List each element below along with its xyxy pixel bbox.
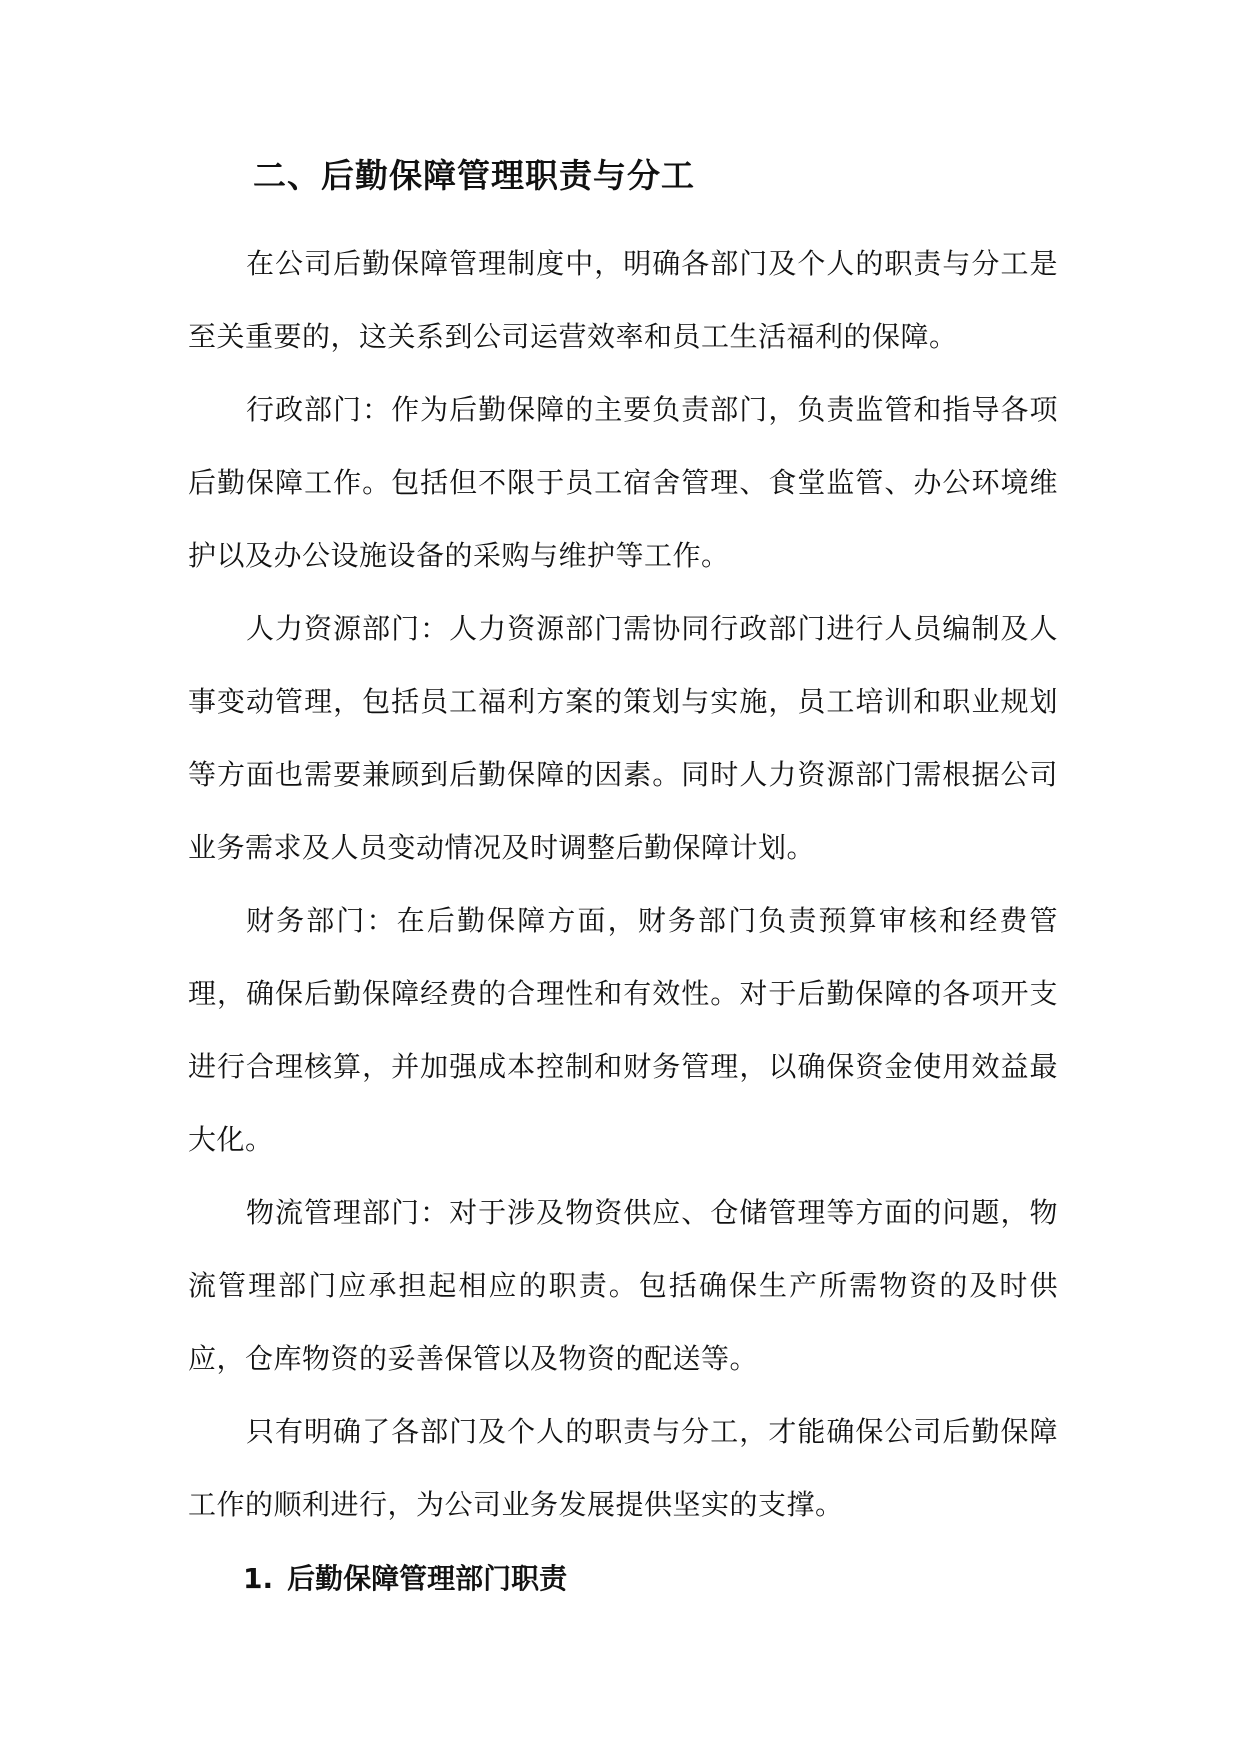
paragraph-intro: 在公司后勤保障管理制度中，明确各部门及个人的职责与分工是至关重要的，这关系到公司运营效率和员工生活福利的保障。 [188,247,1058,353]
subsection-title: 后勤保障管理部门职责 [287,1562,568,1595]
subsection-number: 1. [243,1562,274,1595]
subsection-heading [243,1557,567,1597]
paragraph-hr-dept: 人力资源部门：人力资源部门需协同行政部门进行人员编制及人事变动管理，包括员工福利方案的策划与实施，员工培训和职业规划等方面也需要兼顾到后勤保障的因素。同时人力资源部门需根据公司业务需求及人员变动情况及时调整后勤保障计划。 [188,612,1058,864]
paragraph-logistics-dept: 物流管理部门：对于涉及物资供应、仓储管理等方面的问题，物流管理部门应承担起相应的职责。包括确保生产所需物资的及时供应，仓库物资的妥善保管以及物资的配送等。 [188,1196,1058,1375]
paragraph-admin-dept: 行政部门：作为后勤保障的主要负责部门，负责监管和指导各项后勤保障工作。包括但不限于员工宿舍管理、食堂监管、办公环境维护以及办公设施设备的采购与维护等工作。 [188,393,1058,572]
document-body [188,227,1058,1541]
paragraph-finance-dept: 财务部门：在后勤保障方面，财务部门负责预算审核和经费管理，确保后勤保障经费的合理性和有效性。对于后勤保障的各项开支进行合理核算，并加强成本控制和财务管理，以确保资金使用效益最大化。 [188,904,1058,1156]
section-heading: 二、后勤保障管理职责与分工 [253,156,695,195]
paragraph-conclusion: 只有明确了各部门及个人的职责与分工，才能确保公司后勤保障工作的顺利进行，为公司业务发展提供坚实的支撑。 [188,1415,1058,1521]
